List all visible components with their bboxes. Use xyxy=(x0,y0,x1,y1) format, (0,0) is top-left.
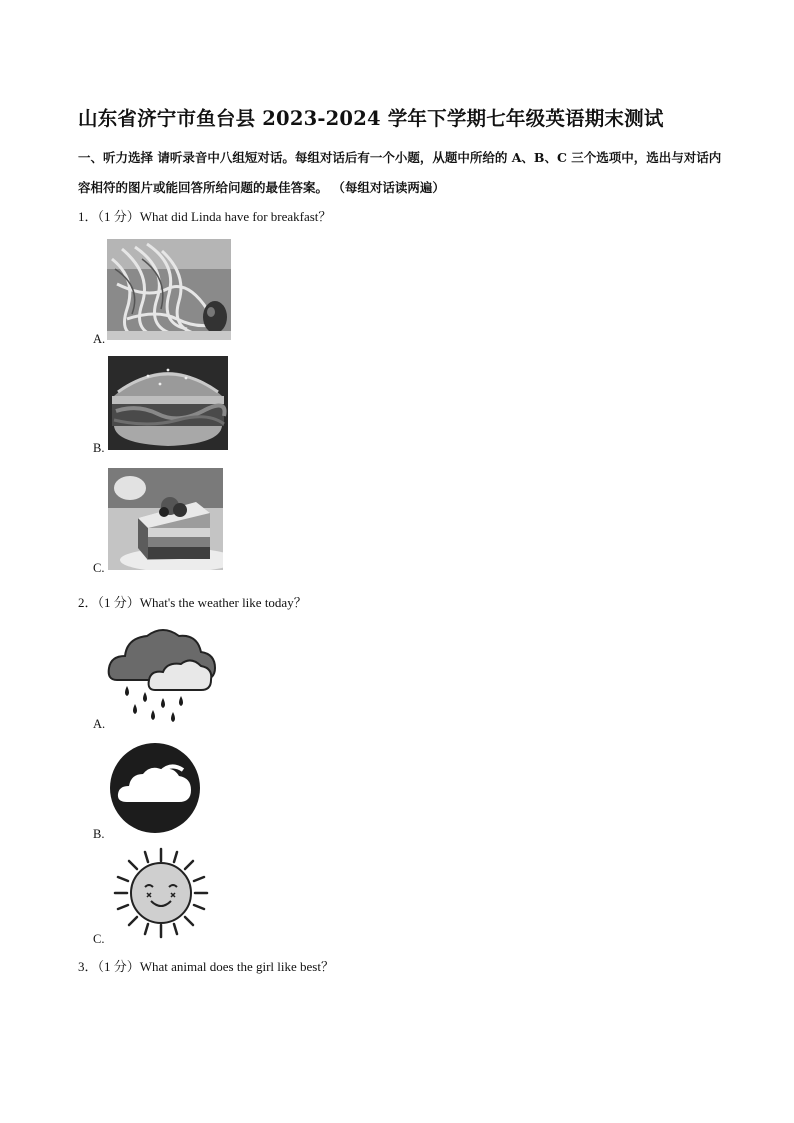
question-1-text: 1．（1 分）What did Linda have for breakfast？ xyxy=(78,209,332,224)
cloudy-icon xyxy=(109,742,201,834)
question-1-option-c-label: C. xyxy=(93,561,105,575)
question-3-text: 3．（1 分）What animal does the girl like best？ xyxy=(78,959,334,974)
noodles-image xyxy=(107,239,231,340)
question-2-option-b-label: B. xyxy=(93,827,105,841)
rainy-icon xyxy=(105,622,217,724)
question-2-option-a-label: A. xyxy=(93,717,106,731)
cake-image xyxy=(108,468,223,570)
hamburger-image xyxy=(108,356,228,450)
question-1-option-b-label: B. xyxy=(93,441,105,455)
question-1-option-a-label: A. xyxy=(93,332,106,346)
page-title: 山东省济宁市鱼台县 2023-2024 学年下学期七年级英语期末测试 xyxy=(78,107,664,130)
section-instructions: 一、听力选择 请听录音中八组短对话。每组对话后有一个小题，从题中所给的 A、B、C 三个选项中，选出与对话内容相符的图片或能回答所给问题的最佳答案。 （每组对话读两遍） xyxy=(78,150,722,195)
sunny-icon xyxy=(109,847,213,939)
question-2-text: 2．（1 分）What's the weather like today？ xyxy=(78,595,307,610)
question-2-option-c-label: C. xyxy=(93,932,105,946)
